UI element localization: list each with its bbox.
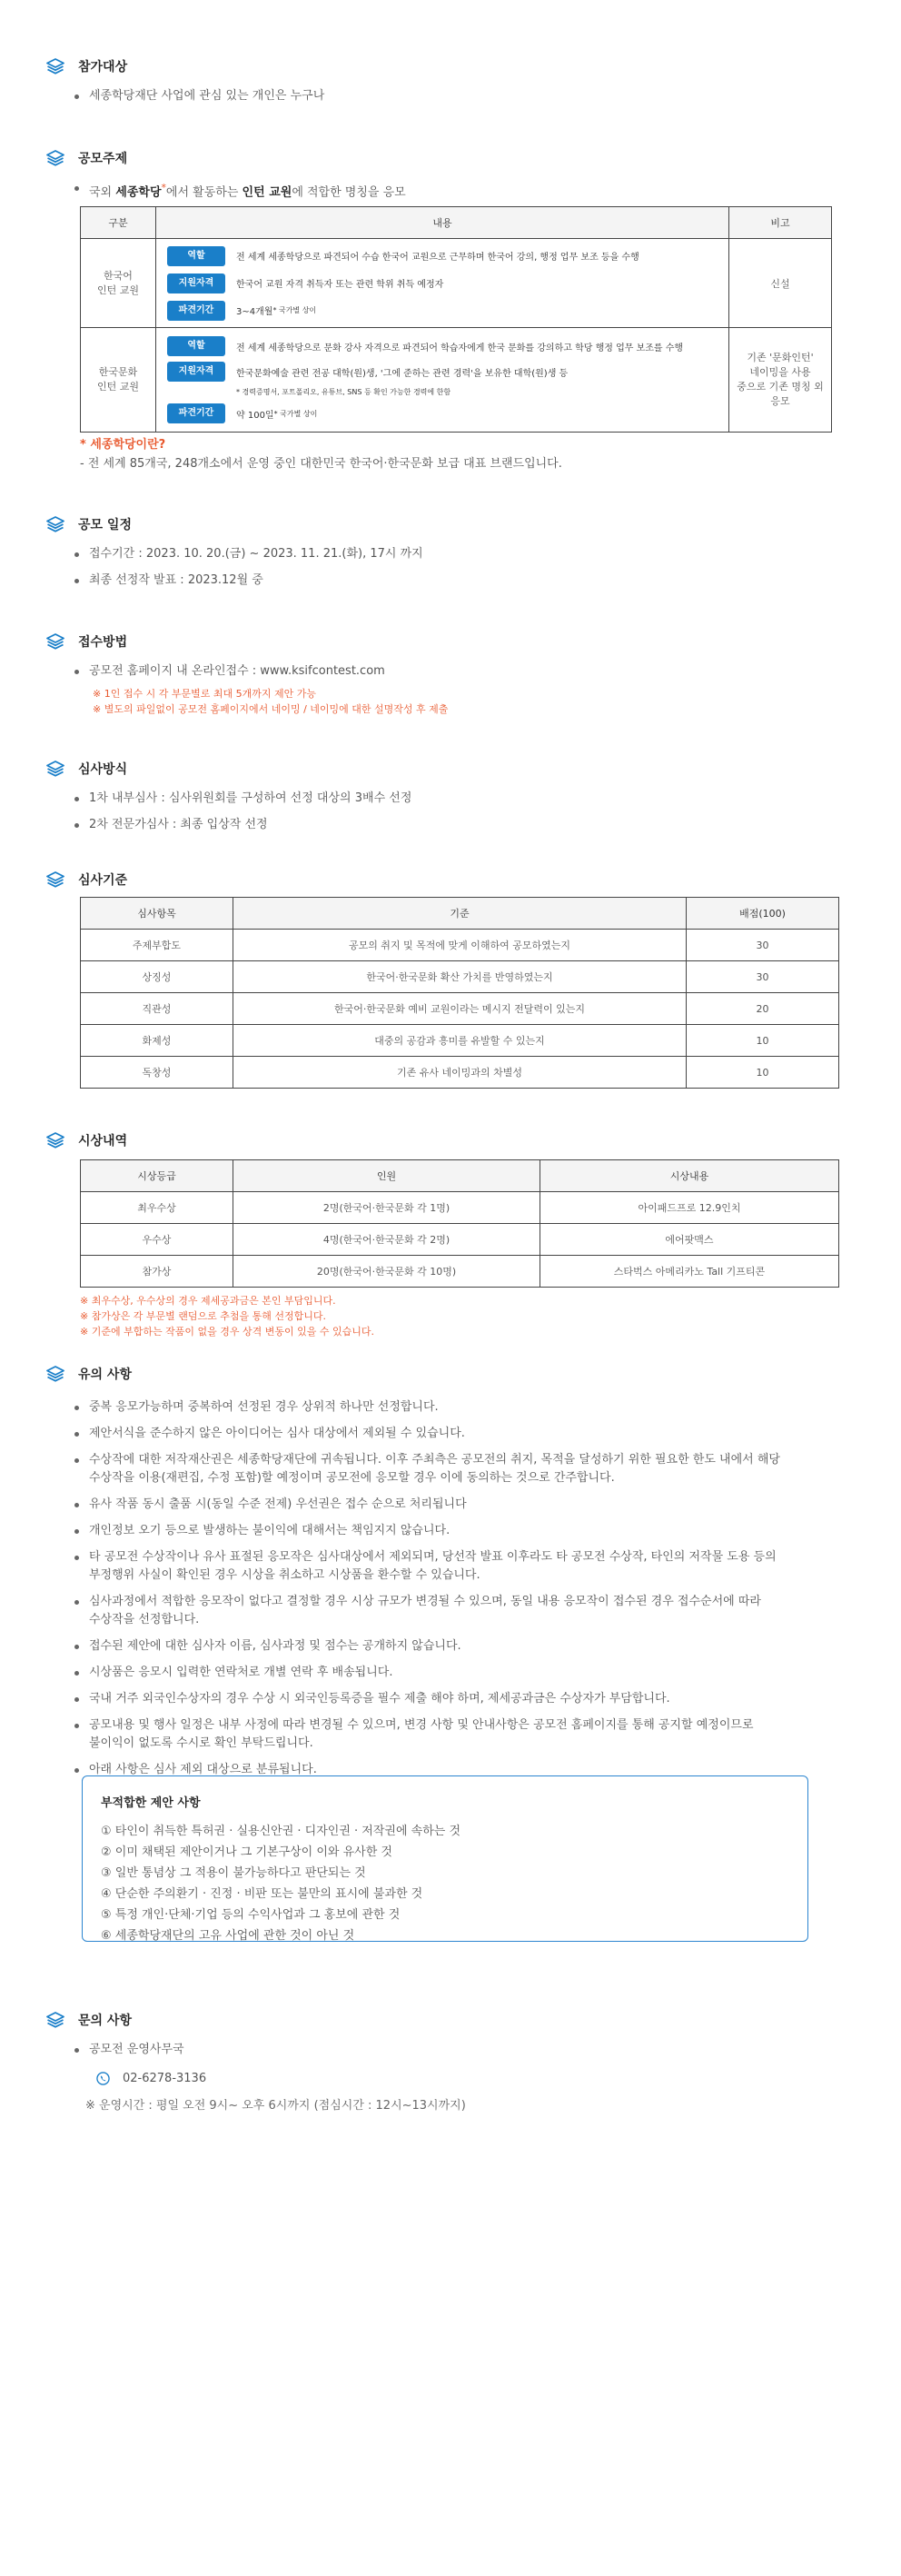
layers-icon [45,870,65,890]
badge-qualification: 지원자격 [167,362,225,382]
table-row: 우수상 4명(한국어·한국문화 각 2명) 에어팟맥스 [81,1224,839,1256]
awards-note: ※ 최우수상, 우수상의 경우 제세공과금은 본인 부담입니다. [80,1295,336,1307]
awards-table [80,1159,839,1288]
section-schedule [45,514,854,598]
sejong-info [80,436,562,474]
submission-list [45,662,854,681]
contact-hours: ※ 운영시간 : 평일 오전 9시~ 오후 6시까지 (점심시간 : 12시~13시까지) [85,2099,466,2113]
remark-cell: 신설 [729,239,832,328]
box-item: ⑥ 세종학당재단의 고유 사업에 관한 것이 아닌 것 [101,1929,355,1943]
phone-icon [96,2072,110,2085]
section-title: 심사방식 [78,762,128,777]
submission-note: ※ 별도의 파일없이 공모전 홈페이지에서 네이밍 / 네이밍에 대한 설명작성 후 제출 [93,703,449,715]
badge-period: 파견기간 [167,301,225,321]
table-row: 최우수상 2명(한국어·한국문화 각 1명) 아이패드프로 12.9인치 [81,1192,839,1224]
list-item: 공모전 홈페이지 내 온라인접수 : www.ksifcontest.com [73,662,854,681]
badge-qualification: 지원자격 [167,274,225,293]
content-cell: 역할 전 세계 세종학당으로 문화 강사 자격으로 파견되어 학습자에게 한국 문화를 강의하고 학당 행정 업무 보조를 수행 지원자격 한국문화예술 관련 전공 대학(원)생, '그에 준하는 관련 경력'을 보유한 대학(원)생 등 * 경력증명서, 포트폴리오, 유튜브, SNS 등 확인 가능한 경력에 한함 파견기간 약 100일 * 국가별 상이 [156,328,729,433]
section-title: 참가대상 [78,60,128,75]
contact-phone: 02-6278-3136 [123,2071,207,2085]
column-header: 기준 [233,898,687,930]
list-item: 수상작에 대한 저작재산권은 세종학당재단에 귀속됩니다. 이후 주최측은 공모전의 취지, 목적을 달성하기 위한 필요한 한도 내에서 해당 수상작을 이용(재편집, 수정 포함)할 예정이며 공모전에 응모할 경우 이에 동의하는 것으로 간주합니다. [73,1451,854,1487]
contact-list [45,2041,854,2059]
theme-table [80,206,832,433]
list-item: 공모내용 및 행사 일정은 내부 사정에 따라 변경될 수 있으며, 변경 사항 및 안내사항은 공모전 홈페이지를 통해 공지할 예정이므로 불이익이 없도록 수시로 확인 부탁드립니다. [73,1716,854,1753]
layers-icon [45,514,65,534]
section-awards [45,1130,854,1150]
section-title: 유의 사항 [78,1368,132,1382]
box-item: ④ 단순한 주의환기 · 진정 · 비판 또는 불만의 표시에 불과한 것 [101,1887,423,1901]
table-row [81,239,832,328]
category-cell: 한국어 인턴 교원 [81,239,156,328]
box-item: ⑤ 특정 개인·단체·기업 등의 수익사업과 그 홍보에 관한 것 [101,1908,401,1922]
section-title: 공모주제 [78,152,128,166]
list-item: 국내 거주 외국인수상자의 경우 수상 시 외국인등록증을 필수 제출 해야 하며, 제세공과금은 수상자가 부담합니다. [73,1690,854,1708]
column-header: 인원 [233,1160,540,1192]
box-item: ① 타인이 취득한 특허권 · 실용신안권 · 디자인권 · 저작권에 속하는 것 [101,1825,461,1838]
section-title: 심사기준 [78,873,128,888]
table-row: 주제부합도 공모의 취지 및 목적에 맞게 이해하여 공모하였는지 30 [81,930,839,961]
list-item: 공모전 운영사무국 [73,2041,854,2059]
section-contact [45,2010,854,2113]
section-criteria [45,870,854,890]
caution-list [45,1398,854,1779]
section-title: 접수방법 [78,635,128,650]
list-item: 중복 응모가능하며 중복하여 선정된 경우 상위적 하나만 선정합니다. [73,1398,854,1417]
list-item: 시상품은 응모시 입력한 연락처로 개별 연락 후 배송됩니다. [73,1664,854,1682]
column-header: 배점(100) [687,898,839,930]
box-item: ③ 일반 통념상 그 적용이 불가능하다고 판단되는 것 [101,1866,366,1880]
layers-icon [45,759,65,779]
table-row: 화제성 대중의 공감과 흥미를 유발할 수 있는지 10 [81,1025,839,1057]
box-title: 부적합한 제안 사항 [101,1796,201,1810]
awards-note: ※ 기준에 부합하는 작품이 없을 경우 상격 변동이 있을 수 있습니다. [80,1326,374,1338]
layers-icon [45,2010,65,2030]
list-item: 유사 작품 동시 출품 시(동일 수준 전제) 우선권은 접수 순으로 처리됩니다 [73,1496,854,1514]
section-review [45,759,854,842]
theme-list [45,179,854,202]
column-header: 시상내용 [540,1160,839,1192]
contact-phone-row [45,2068,854,2088]
theme-intro: 국외 세종학당*에서 활동하는 인턴 교원에 적합한 명칭을 응모 [73,179,854,202]
column-header: 비고 [729,207,832,239]
layers-icon [45,56,65,76]
table-row: 상징성 한국어·한국문화 확산 가치를 반영하였는지 30 [81,961,839,993]
section-theme [45,148,854,210]
section-eligibility [45,56,854,114]
schedule-list [45,545,854,590]
badge-role: 역할 [167,246,225,266]
section-submission [45,632,854,717]
submission-note: ※ 1인 접수 시 각 부문별로 최대 5개까지 제안 가능 [93,688,316,700]
layers-icon [45,1364,65,1384]
section-title: 시상내역 [78,1134,128,1149]
list-item: 제안서식을 준수하지 않은 아이디어는 심사 대상에서 제외될 수 있습니다. [73,1425,854,1443]
column-header: 구분 [81,207,156,239]
column-header: 내용 [156,207,729,239]
list-item: 타 공모전 수상작이나 유사 표절된 응모작은 심사대상에서 제외되며, 당선작 발표 이후라도 타 공모전 수상작, 타인의 저작물 도용 등의 부정행위 사실이 확인된 경우 시상을 취소하고 시상품을 환수할 수 있습니다. [73,1548,854,1585]
table-row: 직관성 한국어·한국문화 예비 교원이라는 메시지 전달력이 있는지 20 [81,993,839,1025]
list-item: 접수기간 : 2023. 10. 20.(금) ~ 2023. 11. 21.(화), 17시 까지 [73,545,854,563]
table-row: 독창성 기존 유사 네이밍과의 차별성 10 [81,1057,839,1089]
layers-icon [45,148,65,168]
sejong-info-desc: - 전 세계 85개국, 248개소에서 운영 중인 대한민국 한국어·한국문화 보급 대표 브랜드입니다. [80,457,562,471]
table-row: 참가상 20명(한국어·한국문화 각 10명) 스타벅스 아메리카노 Tall 기프티콘 [81,1256,839,1288]
list-item: 심사과정에서 적합한 응모작이 없다고 결정할 경우 시상 규모가 변경될 수 있으며, 동일 내용 응모작이 접수된 경우 접수순서에 따라 수상작을 선정합니다. [73,1593,854,1629]
section-caution [45,1364,854,1787]
badge-role: 역할 [167,336,225,356]
box-item: ② 이미 채택된 제안이거나 그 기본구상이 이와 유사한 것 [101,1845,392,1859]
list-item: 접수된 제안에 대한 심사자 이름, 심사과정 및 점수는 공개하지 않습니다. [73,1637,854,1656]
column-header: 시상등급 [81,1160,233,1192]
table-row [81,328,832,433]
list-item: 2차 전문가심사 : 최종 입상작 선정 [73,816,854,834]
sejong-info-title: * 세종학당이란? [80,438,166,452]
section-title: 공모 일정 [78,518,132,532]
criteria-table [80,897,839,1089]
list-item: 세종학당재단 사업에 관심 있는 개인은 누구나 [73,87,854,105]
layers-icon [45,632,65,651]
awards-notes [80,1293,374,1339]
eligibility-list [45,87,854,105]
list-item: 최종 선정작 발표 : 2023.12월 중 [73,572,854,590]
section-title: 문의 사항 [78,2014,132,2028]
badge-period: 파견기간 [167,403,225,423]
list-item: 1차 내부심사 : 심사위원회를 구성하여 선정 대상의 3배수 선정 [73,790,854,808]
review-list [45,790,854,834]
column-header: 심사항목 [81,898,233,930]
list-item: 개인정보 오기 등으로 발생하는 불이익에 대해서는 책임지지 않습니다. [73,1522,854,1540]
remark-cell: 기존 '문화인턴' 네이밍을 사용 중으로 기존 명칭 외 응모 [729,328,832,433]
list-item: 아래 사항은 심사 제외 대상으로 분류됩니다. [73,1761,854,1779]
content-cell: 역할 전 세계 세종학당으로 파견되어 수습 한국어 교원으로 근무하며 한국어 강의, 행정 업무 보조 등을 수행 지원자격 한국어 교원 자격 취득자 또는 관련 학위 취득 예정자 파견기간 3~4개월 * 국가별 상이 [156,239,729,328]
category-cell: 한국문화 인턴 교원 [81,328,156,433]
awards-note: ※ 참가상은 각 부문별 랜덤으로 추첨을 통해 선정합니다. [80,1310,326,1322]
unsuitable-proposals-box [82,1775,808,1942]
layers-icon [45,1130,65,1150]
